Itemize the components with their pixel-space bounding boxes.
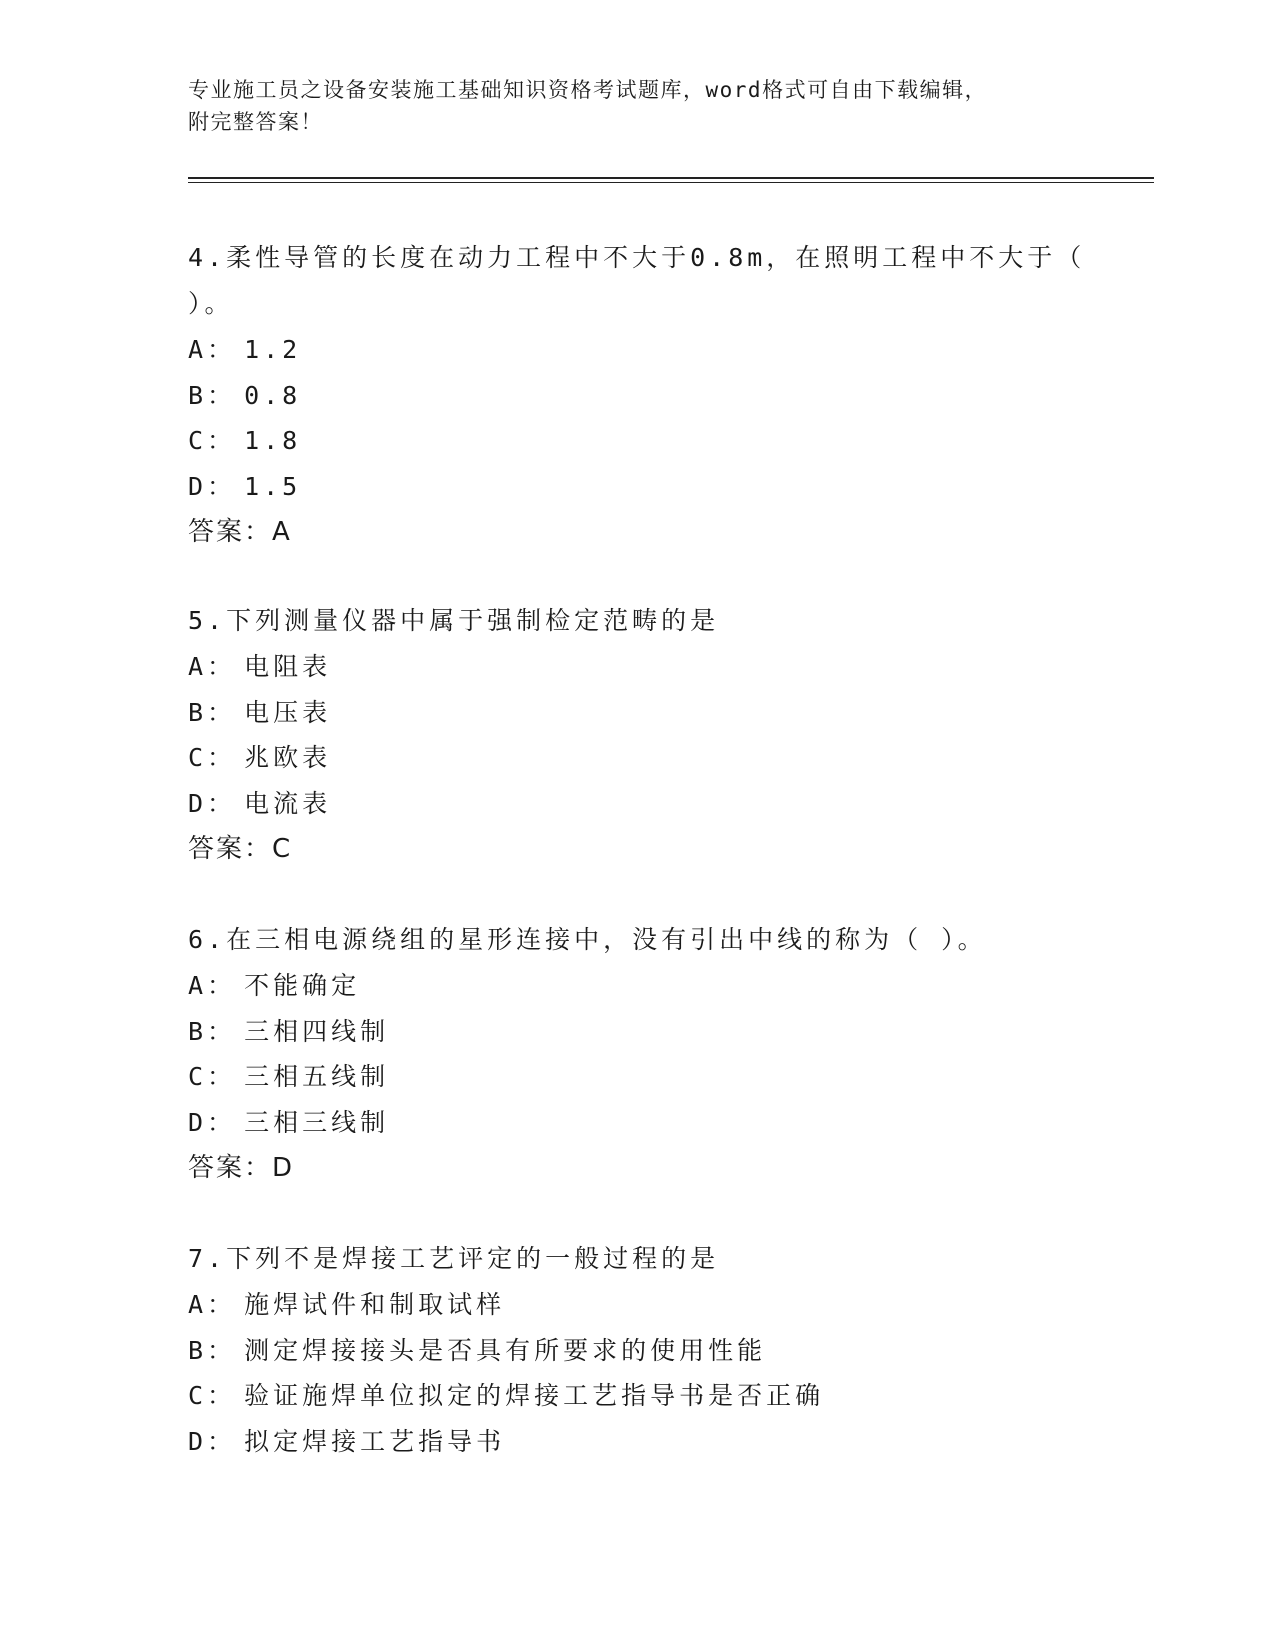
option-c — [188, 418, 1088, 464]
answer-line: 答案：D — [188, 1153, 295, 1183]
question-7 — [188, 1236, 1088, 1464]
option-key: B： — [188, 1335, 237, 1365]
document-header — [188, 74, 1088, 138]
option-text: 1.2 — [244, 335, 302, 364]
option-key: D： — [188, 471, 237, 501]
question-stem: 5.下列测量仪器中属于强制检定范畴的是 — [188, 606, 720, 635]
option-a — [188, 327, 1088, 373]
option-key: A： — [188, 1290, 237, 1319]
header-line-2: 附完整答案！ — [188, 110, 323, 134]
option-text: 三相四线制 — [244, 1016, 390, 1046]
option-text: 拟定焊接工艺指导书 — [244, 1426, 506, 1456]
option-key: C： — [188, 426, 237, 455]
option-b — [188, 1328, 1088, 1374]
option-text: 1.8 — [244, 426, 302, 455]
option-d — [188, 1419, 1088, 1465]
option-text: 不能确定 — [244, 971, 361, 1000]
option-c — [188, 735, 1088, 781]
option-d — [188, 1100, 1088, 1146]
option-text: 三相三线制 — [244, 1107, 390, 1137]
question-stem-continuation: ）。 — [188, 289, 234, 318]
option-key: A： — [188, 971, 237, 1000]
option-a — [188, 1282, 1088, 1328]
option-d — [188, 781, 1088, 827]
header-divider-top — [188, 177, 1154, 179]
option-key: A： — [188, 335, 237, 364]
option-d — [188, 464, 1088, 510]
header-divider-bottom — [188, 182, 1154, 183]
option-key: D： — [188, 1107, 237, 1137]
question-stem: 4.柔性导管的长度在动力工程中不大于0.8m，在照明工程中不大于（ — [188, 243, 1086, 272]
option-text: 兆欧表 — [244, 743, 332, 772]
option-key: D： — [188, 1426, 237, 1456]
option-key: B： — [188, 697, 237, 727]
option-text: 施焊试件和制取试样 — [244, 1290, 506, 1319]
option-text: 电流表 — [244, 788, 332, 818]
question-5 — [188, 598, 1088, 872]
option-b — [188, 373, 1088, 419]
option-a — [188, 963, 1088, 1009]
option-text: 测定焊接接头是否具有所要求的使用性能 — [244, 1335, 767, 1365]
option-b — [188, 1009, 1088, 1055]
question-stem: 6.在三相电源绕组的星形连接中，没有引出中线的称为（ ）。 — [188, 925, 987, 954]
option-key: C： — [188, 1381, 237, 1410]
option-key: A： — [188, 652, 237, 681]
question-6 — [188, 917, 1088, 1191]
option-c — [188, 1054, 1088, 1100]
question-stem: 7.下列不是焊接工艺评定的一般过程的是 — [188, 1244, 720, 1273]
header-line-1: 专业施工员之设备安装施工基础知识资格考试题库，word格式可自由下载编辑， — [188, 78, 988, 102]
option-text: 电阻表 — [244, 652, 332, 681]
option-key: B： — [188, 380, 237, 410]
option-key: B： — [188, 1016, 237, 1046]
answer-line: 答案：A — [188, 517, 292, 547]
option-a — [188, 644, 1088, 690]
option-key: C： — [188, 743, 237, 772]
option-key: C： — [188, 1062, 237, 1091]
answer-line: 答案：C — [188, 834, 293, 864]
option-b — [188, 690, 1088, 736]
option-text: 验证施焊单位拟定的焊接工艺指导书是否正确 — [244, 1381, 825, 1410]
option-text: 1.5 — [244, 471, 302, 501]
option-text: 电压表 — [244, 697, 332, 727]
option-key: D： — [188, 788, 237, 818]
question-4 — [188, 235, 1088, 555]
option-text: 0.8 — [244, 380, 302, 410]
option-c — [188, 1373, 1088, 1419]
option-text: 三相五线制 — [244, 1062, 390, 1091]
